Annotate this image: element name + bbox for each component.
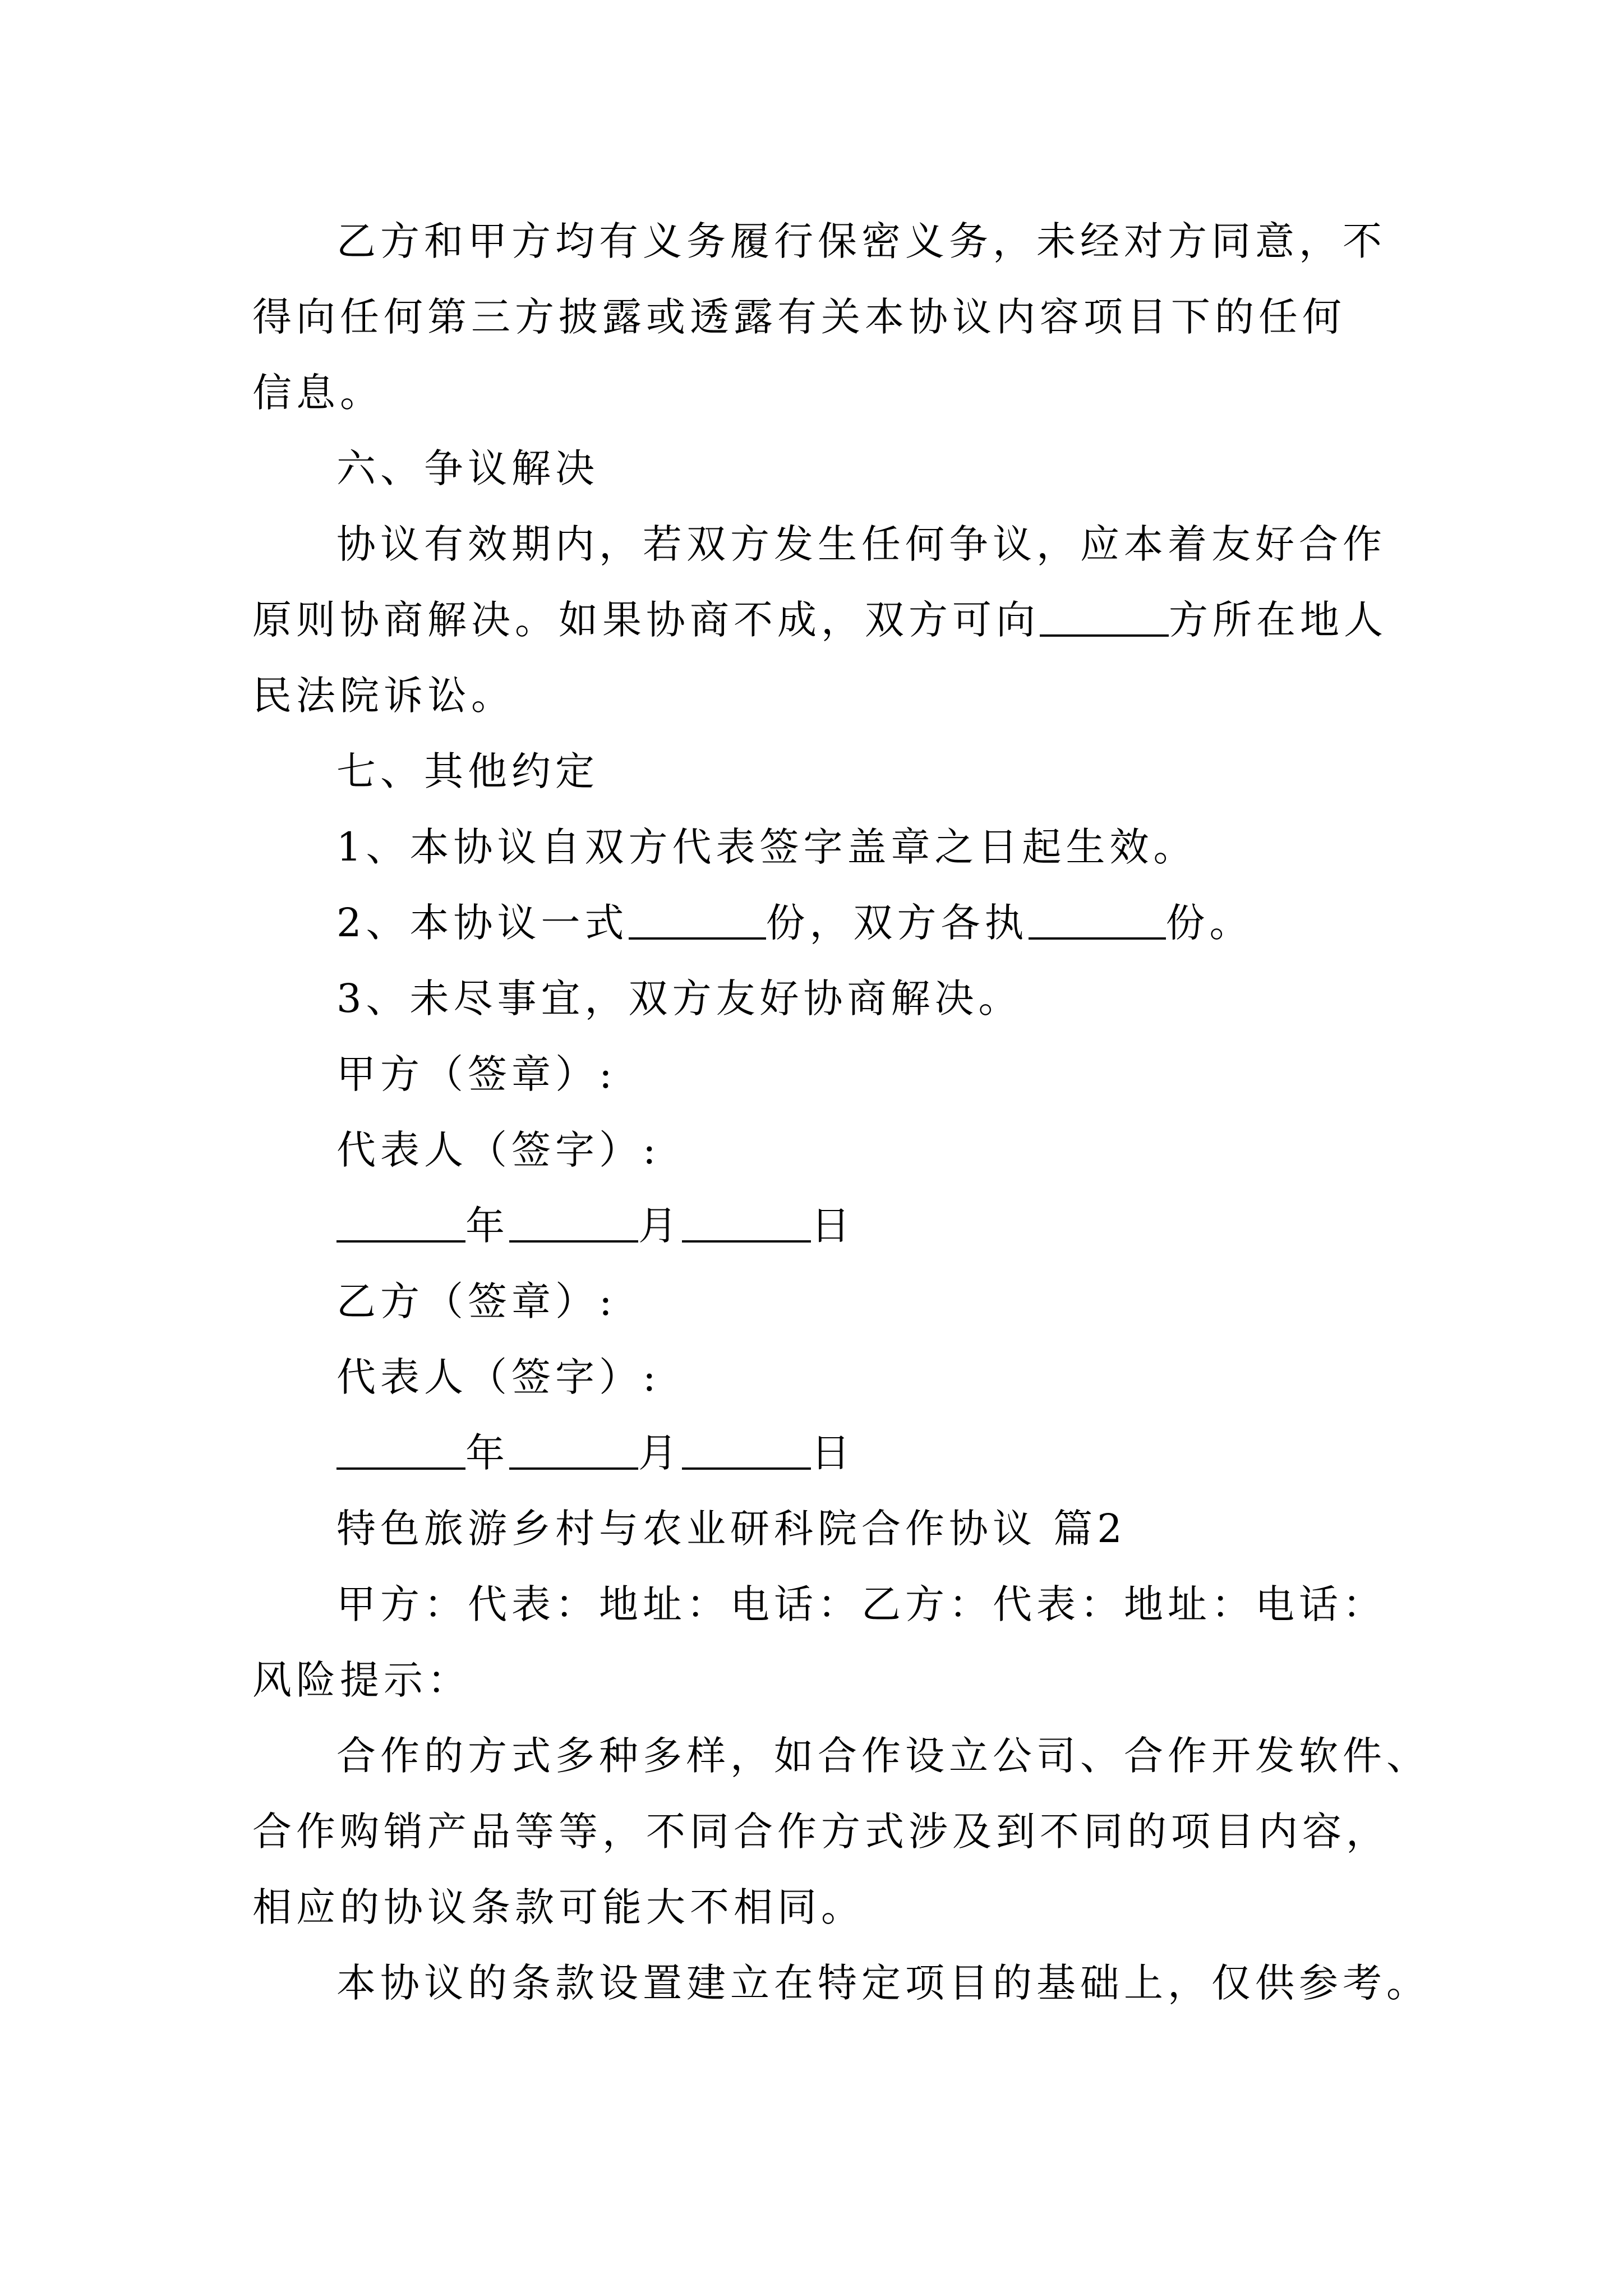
part-2-para-1-line-2: 合作购销产品等等，不同合作方式涉及到不同的项目内容，: [252, 1809, 1390, 1855]
confidentiality-line-3: 信息。: [252, 370, 384, 416]
item-2-text-c: 份。: [1165, 900, 1253, 946]
party-b-representative: 代表人（签字）:: [336, 1354, 661, 1400]
section-6-line-2-tail: 方所在地人: [1169, 597, 1387, 643]
year-blank: [336, 1428, 465, 1470]
section-6-line-1: 协议有效期内，若双方发生任何争议，应本着友好合作: [336, 521, 1386, 567]
party-a-representative: 代表人（签字）:: [336, 1127, 661, 1173]
risk-label: 风险提示：: [252, 1657, 471, 1703]
part-2-para-1-line-3: 相应的协议条款可能大不相同。: [252, 1884, 865, 1930]
section-7-item-1: 1、本协议自双方代表签字盖章之日起生效。: [336, 824, 1197, 870]
section-7-item-3: 3、未尽事宜，双方友好协商解决。: [336, 976, 1022, 1022]
section-7-item-2: [336, 895, 1253, 951]
section-6-line-2-text: 原则协商解决。如果协商不成，双方可向: [252, 597, 1040, 643]
item-2-text-a: 2、本协议一式: [336, 900, 629, 946]
year-blank: [336, 1201, 465, 1243]
item-2-text-b: 份，双方各执: [766, 900, 1029, 946]
court-blank: [1040, 595, 1169, 637]
day-label: 日: [811, 1203, 855, 1249]
year-label: 年: [465, 1203, 509, 1249]
section-6-heading: 六、争议解决: [336, 445, 599, 491]
section-6-line-2: [252, 592, 1387, 648]
month-label: 月: [638, 1430, 682, 1476]
day-blank: [682, 1428, 811, 1470]
party-a-date: [336, 1198, 855, 1254]
month-label: 月: [638, 1203, 682, 1249]
party-b-date: [336, 1425, 855, 1481]
party-b-seal: 乙方（签章）:: [336, 1278, 617, 1324]
section-6-line-3: 民法院诉讼。: [252, 673, 515, 719]
parties-line: 甲方：代表：地址：电话：乙方：代表：地址：电话：: [336, 1581, 1386, 1627]
day-blank: [682, 1201, 811, 1243]
year-label: 年: [465, 1430, 509, 1476]
day-label: 日: [811, 1430, 855, 1476]
confidentiality-line-1: 乙方和甲方均有义务履行保密义务，未经对方同意，不: [336, 218, 1386, 264]
month-blank: [509, 1428, 638, 1470]
part-2-title: 特色旅游乡村与农业研科院合作协议 篇2: [336, 1506, 1127, 1552]
section-7-heading: 七、其他约定: [336, 748, 599, 794]
month-blank: [509, 1201, 638, 1243]
part-2-para-1-line-1: 合作的方式多种多样，如合作设立公司、合作开发软件、: [336, 1733, 1430, 1779]
copies-total-blank: [629, 898, 766, 940]
confidentiality-line-2: 得向任何第三方披露或透露有关本协议内容项目下的任何: [252, 294, 1346, 340]
part-2-para-2: 本协议的条款设置建立在特定项目的基础上，仅供参考。: [336, 1960, 1430, 2006]
party-a-seal: 甲方（签章）:: [336, 1051, 617, 1097]
copies-each-blank: [1029, 898, 1166, 940]
